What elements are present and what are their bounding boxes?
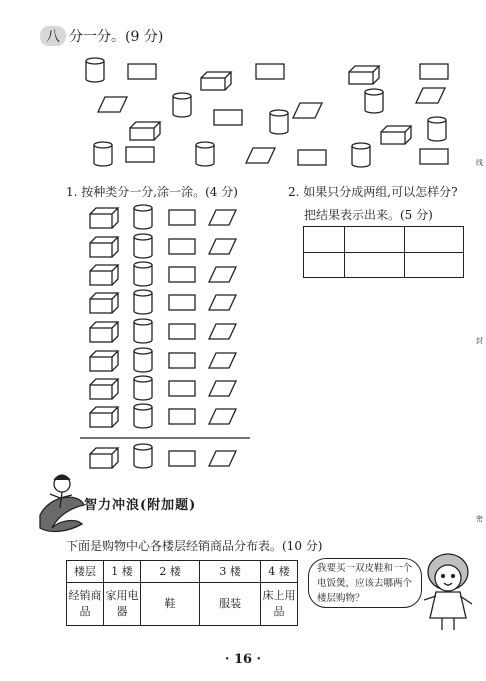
cylinder-shape	[134, 404, 152, 428]
page-number: · 16 ·	[224, 652, 262, 667]
rectangle-shape	[169, 324, 195, 339]
cuboid-shape	[130, 122, 160, 140]
cylinder-shape	[365, 89, 383, 113]
section-title-text: 分一分。(9 分)	[69, 29, 164, 45]
cuboid-shape	[381, 126, 411, 144]
cylinder-shape	[352, 143, 370, 167]
cylinder-shape	[94, 142, 112, 166]
shape-count-chart	[90, 205, 236, 468]
cylinder-shape	[134, 444, 152, 468]
rectangle-shape	[169, 353, 195, 368]
girl-eye	[442, 575, 445, 578]
cylinder-shape	[134, 376, 152, 400]
rectangle-shape	[169, 295, 195, 310]
scattered-shapes	[86, 58, 448, 167]
parallelogram-shape	[293, 103, 322, 118]
cylinder-shape	[134, 234, 152, 258]
table-header-row	[67, 561, 298, 583]
table-header-cell: 1 楼	[104, 561, 141, 583]
answer-cell[interactable]	[404, 227, 464, 253]
floor-goods-table	[66, 560, 298, 626]
cuboid-shape	[90, 237, 118, 257]
girl-face	[435, 565, 461, 591]
cuboid-shape	[201, 72, 231, 90]
rectangle-shape	[169, 381, 195, 396]
section-number-badge: 八	[40, 26, 66, 46]
girl-illustration	[424, 554, 472, 630]
margin-mark: 封	[476, 337, 483, 345]
rectangle-shape	[214, 110, 242, 125]
cuboid-shape	[90, 208, 118, 228]
mascot-hair	[54, 475, 70, 480]
cuboid-shape	[90, 322, 118, 342]
cuboid-shape	[90, 379, 118, 399]
rectangle-shape	[169, 451, 195, 466]
cylinder-shape	[173, 93, 191, 117]
cylinder-shape	[134, 205, 152, 229]
margin-mark: 密	[476, 515, 483, 523]
table-cell: 服装	[200, 583, 261, 626]
parallelogram-shape	[209, 409, 236, 424]
cylinder-shape	[134, 262, 152, 286]
rectangle-shape	[126, 147, 154, 162]
girl-eye	[452, 575, 455, 578]
parallelogram-shape	[209, 451, 236, 466]
speech-bubble: 我要买一双皮鞋和一个电饭煲，应该去哪两个楼层购物？	[308, 558, 422, 608]
table-cell: 鞋	[141, 583, 200, 626]
rectangle-shape	[128, 64, 156, 79]
cuboid-shape	[90, 293, 118, 313]
table-header-cell: 2 楼	[141, 561, 200, 583]
parallelogram-shape	[209, 210, 236, 225]
surfer-mascot-illustration	[40, 475, 84, 531]
cylinder-shape	[134, 348, 152, 372]
cylinder-shape	[428, 117, 446, 141]
question-1-text: 1. 按种类分一分,涂一涂。(4 分)	[66, 185, 238, 199]
cuboid-shape	[349, 66, 379, 84]
question-2-instruction: 把结果表示出来。(5 分)	[304, 208, 433, 222]
answer-cell[interactable]	[345, 252, 405, 278]
cuboid-shape	[90, 448, 118, 468]
grouping-answer-table	[303, 226, 464, 278]
rectangle-shape	[298, 150, 326, 165]
answer-cell[interactable]	[304, 252, 345, 278]
table-header-cell: 楼层	[67, 561, 104, 583]
table-header-cell: 4 楼	[261, 561, 298, 583]
parallelogram-shape	[209, 239, 236, 254]
table-header-cell: 3 楼	[200, 561, 261, 583]
table-cell: 床上用品	[261, 583, 298, 626]
parallelogram-shape	[209, 353, 236, 368]
wave-shape	[40, 497, 84, 531]
cylinder-shape	[134, 290, 152, 314]
cuboid-shape	[90, 351, 118, 371]
bonus-section-title: 智力冲浪(附加题)	[84, 498, 197, 513]
parallelogram-shape	[416, 88, 445, 103]
answer-cell[interactable]	[404, 252, 464, 278]
floor-table-intro: 下面是购物中心各楼层经销商品分布表。(10 分)	[66, 539, 323, 553]
parallelogram-shape	[246, 148, 275, 163]
cylinder-shape	[134, 319, 152, 343]
rectangle-shape	[169, 409, 195, 424]
rectangle-shape	[169, 239, 195, 254]
rectangle-shape	[169, 267, 195, 282]
answer-cell[interactable]	[304, 227, 345, 253]
margin-mark: 线	[476, 159, 483, 167]
cylinder-shape	[86, 58, 104, 82]
answer-cell[interactable]	[345, 227, 405, 253]
parallelogram-shape	[209, 295, 236, 310]
table-row	[67, 583, 298, 626]
rectangle-shape	[256, 64, 284, 79]
parallelogram-shape	[209, 267, 236, 282]
parallelogram-shape	[209, 381, 236, 396]
rectangle-shape	[420, 64, 448, 79]
rectangle-shape	[420, 149, 448, 164]
cuboid-shape	[90, 265, 118, 285]
cylinder-shape	[270, 110, 288, 134]
parallelogram-shape	[209, 324, 236, 339]
rectangle-shape	[169, 210, 195, 225]
question-2-text: 2. 如果只分成两组,可以怎样分?	[288, 185, 458, 199]
girl-legs	[442, 618, 454, 630]
table-cell: 家用电器	[104, 583, 141, 626]
cuboid-shape	[90, 407, 118, 427]
table-row-label: 经销商品	[67, 583, 104, 626]
cylinder-shape	[196, 142, 214, 166]
parallelogram-shape	[98, 97, 127, 112]
